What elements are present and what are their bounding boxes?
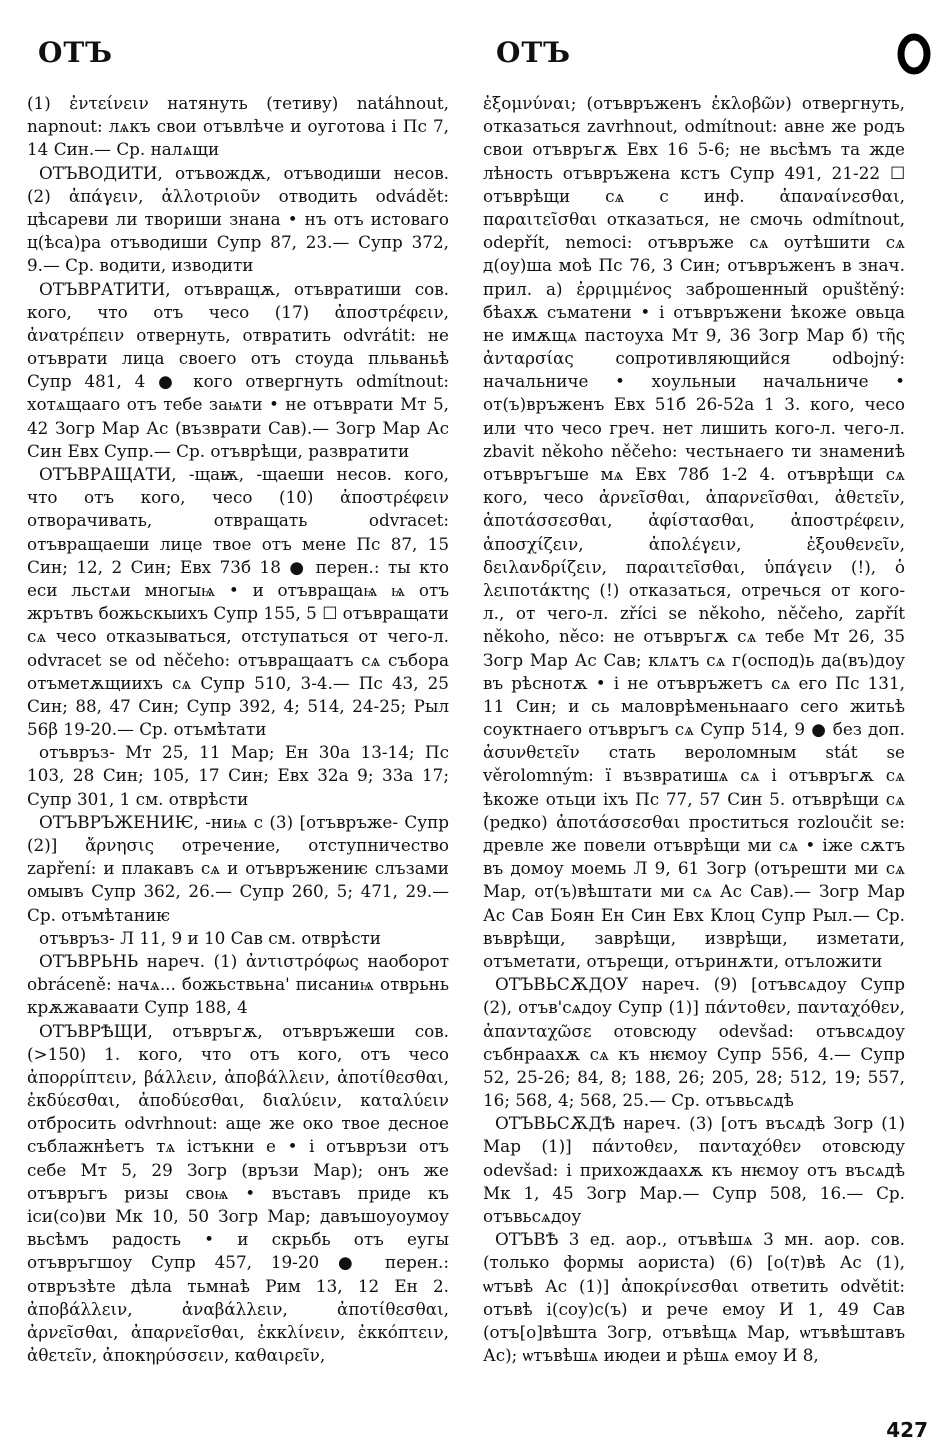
entry-paragraph: отъвръз- Мт 25, 11 Мар; Ен 30а 13-14; Пс 103, 28 Син; 105, 17 Син; Евх 32а 9; 33а 17; Супр 301, 1 см. отврѣсти: [27, 742, 449, 809]
right-column: [483, 92, 905, 1367]
entry-paragraph: ОТЪВРѢЩИ, отъвръгѫ, отъвръжеши сов. (>150) 1. кого, что отъ кого, отъ чесо ἀπορρίπτειν, βάλλειν, ἀποβάλλειν, ἀποτίθεσθαι, ἐκδύεσθαι, ἀποδύεσθαι, διαλύειν, καταλύειν отбросить odvrhnout: аще же око твое десное съблажнѣетъ тѧ істъкни е • і отъвръзи отъ себе Мт 5, 29 Зогр (връзи Мар); онъ же отъвръгъ ризы своѩ • въставъ приде къ іси(со)ви Мк 10, 50 Зогр Мар; давъшоуоумоу вьсѣмъ радость • и скрьбь отъ еугы отъвръгшоу Супр 457, 19-20 ● перен.: отвръзѣте дѣла тьмнаѣ Рим 13, 12 Ен 2. ἀποβάλλειν, ἀναβάλλειν, ἀποτίθεσθαι, ἀρνεῖσθαι, ἀπαρνεῖσθαι, ἐκκλίνειν, ἐκκόπτειν, ἀθετεῖν, ἀποκηρύσσειν, καθαιρεῖν,: [27, 1020, 449, 1366]
page-header: [0, 28, 950, 78]
left-column: [27, 92, 449, 1367]
entry-paragraph: ОТЪВРЪЖЕНИѤ, -ниѩ с (3) [отъвръже- Супр (2)] ἄρνησις отречение, отступничество zapření: и плакавъ сѧ и отъвръжениѥ слъзами омывъ Супр 362, 26.— Супр 260, 5; 471, 29.— Ср. отъмѣтаниѥ: [27, 811, 449, 925]
section-letter: О: [914, 74, 915, 75]
entry-paragraph: ОТЪВЬСѪДОУ нареч. (9) [отъвсѧдоу Супр (2), отъв'сѧдоу Супр (1)] πάντοθεν, πανταχόθεν, ἀπανταχῶσε отовсюду odevšad: отъвсѧдоу събнраахѫ сѧ къ нѥмоу Супр 556, 4.— Супр 52, 25-26; 84, 8; 188, 26; 205, 28; 512, 19; 557, 16; 568, 4; 568, 25.— Ср. отъвьсѧдѣ: [483, 974, 905, 1111]
section-letter-tab: [896, 28, 932, 76]
entry-paragraph: ОТЪВРАТИТИ, отъвращѫ, отъвратиши сов. кого, что отъ чесо (17) ἀποστρέφειν, ἀνατρέπειν отвернуть, отвратить odvrátit: не отъврати лица своего отъ стоуда пльваньѣ Супр 481, 4 ● кого отвергнуть odmítnout: хотѧщааго отъ тебе заѩти • не отъврати Мт 5, 42 Зогр Мар Ас (възврати Сав).— Зогр Мар Ас Син Евх Супр.— Ср. отъврѣщи, развратити: [27, 278, 449, 461]
page-number: 427: [886, 1418, 928, 1442]
entry-paragraph: ОТЪВОДИТИ, отъвождѫ, отъводиши несов. (2) ἀπάγειν, ἀλλοτριοῦν отводить odvádět: цѣсареви ли твориши знана • нъ отъ истоваго ц(ѣса)ра отъводиши Супр 87, 23.— Супр 372, 9.— Ср. водити, изводити: [27, 162, 449, 276]
entry-paragraph: ОТЪВЬСѪДѢ нареч. (3) [отъ въсѧдѣ Зогр (1) Мар (1)] πάντοθεν, πανταχόθεν отовсюду odevšad: і прихождаахѫ къ нѥмоу отъ въсѧдѣ Мк 1, 45 Зогр Мар.— Супр 508, 16.— Ср. отъвьсѧдоу: [483, 1113, 905, 1226]
entry-paragraph: ОТЪВРАЩАТИ, -щаѭ, -щаеши несов. кого, что отъ кого, чесо (10) ἀποστρέφειν отворачивать, отвращать odvracet: отъвращаеши лице твое отъ мене Пс 87, 15 Син; 12, 2 Син; Евх 73б 18 ● перен.: ты кто еси льстѧи многыѩ • и отъвращаѩ ѩ отъ жрътвъ божьскыихъ Супр 155, 5 ☐ отъвращати сѧ чесо отказываться, отступаться от чего-л. odvracet se od něčeho: отъвращаатъ сѧ съборa отъметѫщиихъ сѧ Супр 510, 3-4.— Пс 43, 25 Син; 88, 47 Син; Супр 392, 4; 514, 24-25; Рыл 56β 19-20.— Ср. отъмѣтати: [27, 464, 449, 740]
entry-paragraph: (1) ἐντείνειν натянуть (тетиву) natáhnout, napnout: лѧкъ свои отъвлѣче и оуготова і Пс 7, 14 Син.— Ср. налѧщи: [27, 93, 449, 160]
entry-paragraph: отъвръз- Л 11, 9 и 10 Сав см. отврѣсти: [39, 927, 381, 948]
entry-paragraph: ἐξομνύναι; (отъвръженъ ἐκλοβῶν) отвергнуть, отказаться zavrhnout, odmítnout: авне же родъ свои отъвръгѫ Евх 16 5-6; не вьсѣмъ та жде лѣность отъвръжена кстъ Супр 491, 21-22 ☐ отъврѣщи сѧ с инф. ἀπαναίνεσθαι, παραιτεῖσθαι отказаться, не смочь odmítnout, odepřít, nemoci: отъвръже сѧ оутѣшити сѧ д(оу)ша моѣ Пс 76, 3 Син; отъвръженъ в знач. прил. а) ἐρριμμένος заброшенный opuštěný: бѣахѫ съматени • і отъвръжени ѣкоже овьца не имѫщѧ пастоуха Мт 9, 36 Зогр Мар б) τῆς ἀνταρσίας сопротивляющийся odbojný: начальниче • хоульныи начальниче • от(ъ)връженъ Евх 51б 26-52а 1 3. кого, чесо или что чесо греч. нет лишить кого-л. чего-л. zbavit někoho něčeho: честьнаего ти знамениѣ отъвръгъше мѧ Евх 78б 1-2 4. отъврѣщи сѧ кого, чесо ἀρνεῖσθαι, ἀπαρνεῖσθαι, ἀθετεῖν, ἀποτάσσεσθαι, ἀφίστασθαι, ἀποστρέφειν, ἀποσχίζειν, ἀπολέγειν, ἐξουθενεῖν, δειλανδρίζειν, παραιτεῖσθαι, ὑπάγειν (!), ὁ λειποτάκτης (!) отказаться, отречься от кого-л., от чего-л. zříci se někoho, něčeho, zapřít někoho, něco: не отъвръгѫ сѧ тебе Мт 26, 35 Зогр Мар Ас Сав; клѧтъ сѧ г(оспод)ь да(въ)доу въ рѣснотѫ • і не отъвръжетъ сѧ его Пс 131, 11 Син; и сь маловрѣменьнааго сего житьѣ соуктнаего отъвръгъ сѧ Супр 514, 9 ● без доп. ἀσυνθετεῖν стать вероломным stát se věrolomným: ї възвратишѧ сѧ і отъвръгѫ сѧ ѣкоже отьци іхъ Пс 77, 57 Син 5. отъврѣщи сѧ (редко) ἀποτάσσεσθαι проститься rozloučit se: древле же повели отъврѣщи ми сѧ • іже сѫтъ въ домоу моемь Л 9, 61 Зогр (отърешти ми сѧ Мар, от(ъ)вѣштати ми сѧ Ас Сав).— Зогр Мар Ас Сав Боян Ен Син Евх Клоц Супр Рыл.— Ср. въврѣщи, заврѣщи, изврѣщи, изметати, отъметати, отърещи, отъринѫти, отъложити: [483, 93, 905, 971]
left-running-headword: ОТЪ: [38, 36, 114, 69]
entry-paragraph: ОТЪВѢ 3 ед. аор., отъвѣшѧ 3 мн. аор. сов. (только формы аориста) (6) [о(т)вѣ Ас (1), ѡтъвѣ Ас (1)] ἀποκρίνεσθαι ответить odvětit: отъвѣ і(соу)с(ъ) и рече емоу И 1, 49 Сав (отъ[о]вѣшта Зогр, отъвѣщѧ Мар, ѡтъвѣштавъ Ас); ѡтъвѣшѧ июдеи и рѣшѧ емоу И 8,: [483, 1229, 905, 1366]
entry-paragraph: ОТЪВРЬНЬ нареч. (1) ἀντιστρόφως наоборот obráceně: начѧ... божьствьна' писаниѩ отврьнь крѫжаваати Супр 188, 4: [27, 950, 449, 1018]
right-running-headword: ОТЪ: [496, 36, 572, 69]
